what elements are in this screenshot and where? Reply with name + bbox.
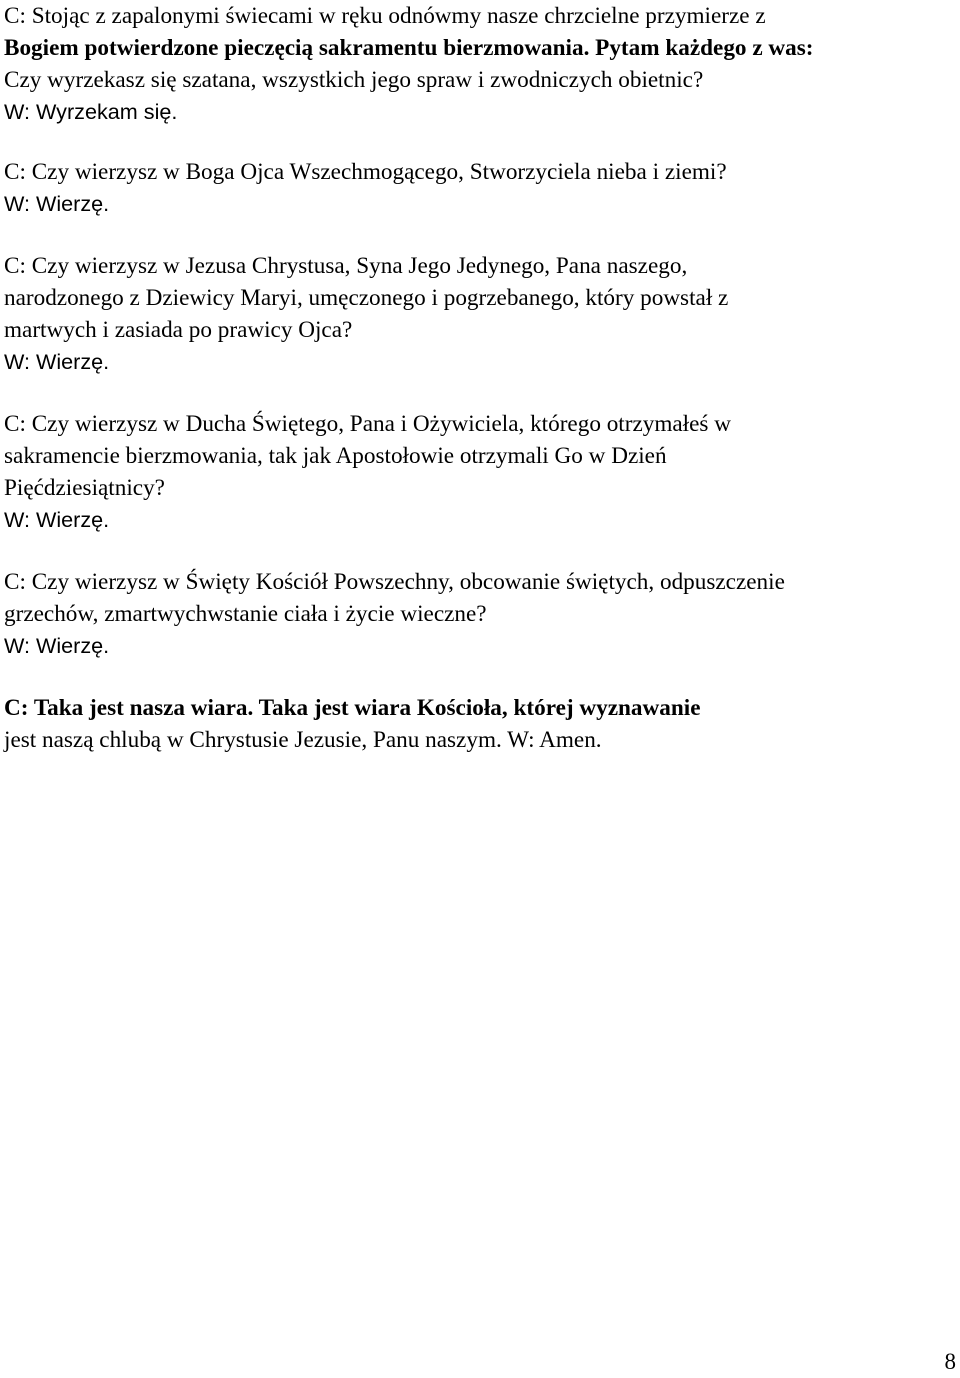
- question-son-line-3: martwych i zasiada po prawicy Ojca?: [4, 317, 353, 343]
- intro-line-1: C: Stojąc z zapalonymi świecami w ręku odnówmy nasze chrzcielne przymierze z: [4, 3, 766, 29]
- question-spirit-line-3: Pięćdziesiątnicy?: [4, 475, 165, 501]
- question-son-line-1: C: Czy wierzysz w Jezusa Chrystusa, Syna Jego Jedynego, Pana naszego,: [4, 253, 688, 279]
- question-renounce: Czy wyrzekasz się szatana, wszystkich jego spraw i zwodniczych obietnic?: [4, 67, 704, 93]
- intro-line-2: Bogiem potwierdzone pieczęcią sakramentu bierzmowania. Pytam każdego z was:: [4, 35, 814, 61]
- closing-line-2: jest naszą chlubą w Chrystusie Jezusie, Panu naszym. W: Amen.: [4, 727, 602, 753]
- page-number: 8: [944, 1349, 956, 1374]
- closing-line-1: C: Taka jest nasza wiara. Taka jest wiara Kościoła, której wyznawanie: [4, 695, 701, 721]
- document-page: [4, 0, 954, 756]
- question-father: C: Czy wierzysz w Boga Ojca Wszechmogącego, Stworzyciela nieba i ziemi?: [4, 159, 727, 185]
- question-spirit-line-2: sakramencie bierzmowania, tak jak Apostołowie otrzymali Go w Dzień: [4, 443, 667, 469]
- answer-church: W: Wierzę.: [4, 633, 110, 658]
- answer-renounce: W: Wyrzekam się.: [4, 99, 178, 124]
- question-spirit-line-1: C: Czy wierzysz w Ducha Świętego, Pana i Ożywiciela, którego otrzymałeś w: [4, 411, 731, 437]
- answer-son: W: Wierzę.: [4, 349, 110, 374]
- answer-spirit: W: Wierzę.: [4, 507, 110, 532]
- question-son-line-2: narodzonego z Dziewicy Maryi, umęczonego i pogrzebanego, który powstał z: [4, 285, 729, 311]
- question-church-line-1: C: Czy wierzysz w Święty Kościół Powszechny, obcowanie świętych, odpuszczenie: [4, 569, 785, 595]
- question-church-line-2: grzechów, zmartwychwstanie ciała i życie wieczne?: [4, 601, 487, 627]
- answer-father: W: Wierzę.: [4, 191, 110, 216]
